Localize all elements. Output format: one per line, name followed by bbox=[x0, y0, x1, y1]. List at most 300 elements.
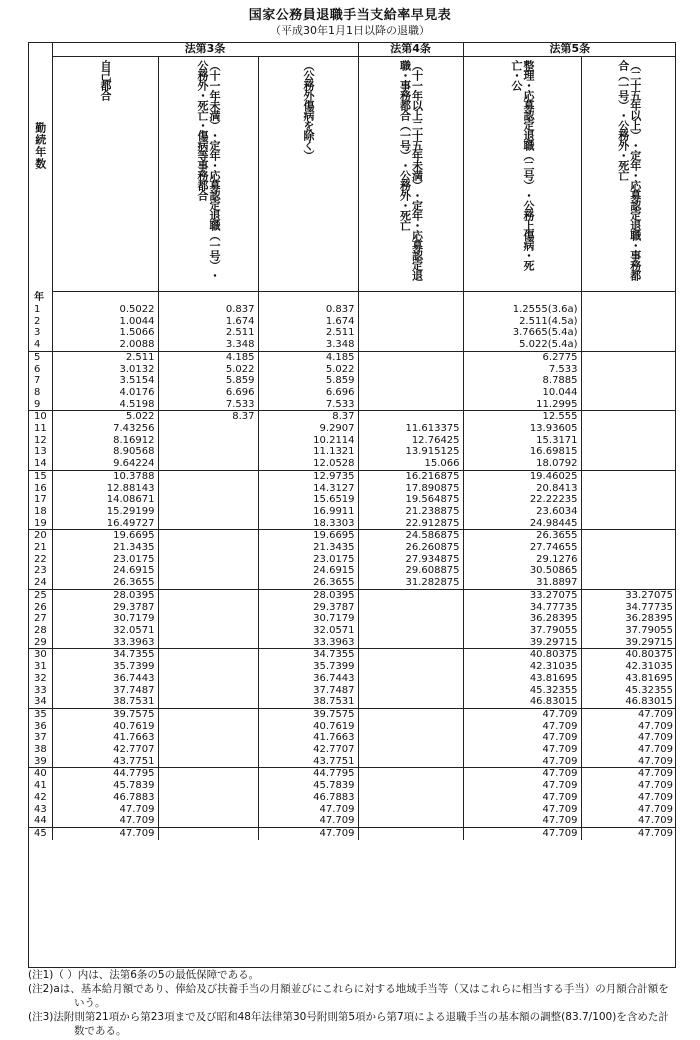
rate-cell: 47.709 bbox=[581, 708, 676, 720]
year-cell: 1 bbox=[34, 304, 41, 315]
year-cell: 40 bbox=[28, 768, 52, 780]
year-cell: 14 bbox=[34, 458, 47, 470]
rate-cell: 5.022(5.4a) bbox=[463, 339, 581, 351]
table-row bbox=[28, 780, 676, 792]
year-cell: 5 bbox=[28, 351, 52, 363]
rate-cell: 19.46025 bbox=[463, 470, 581, 482]
rate-cell: 9.64224 bbox=[52, 458, 158, 470]
table-row bbox=[28, 351, 676, 363]
rate-cell bbox=[358, 613, 463, 625]
rate-cell bbox=[358, 721, 463, 733]
table-row bbox=[28, 423, 676, 435]
rate-cell: 10.3788 bbox=[52, 470, 158, 482]
rate-cell: 40.7619 bbox=[52, 721, 158, 733]
rate-cell bbox=[158, 637, 258, 649]
rate-cell bbox=[158, 792, 258, 804]
rate-cell: 14.3127 bbox=[258, 483, 358, 495]
column-header-text: 自己都合 bbox=[99, 60, 112, 100]
rate-cell bbox=[158, 577, 258, 589]
rate-cell: 11.613375 bbox=[358, 423, 463, 435]
year-cell: 15 bbox=[28, 470, 52, 482]
table-row bbox=[28, 458, 676, 470]
rate-cell: 28.0395 bbox=[258, 589, 358, 601]
rate-cell bbox=[358, 364, 463, 376]
table-row bbox=[28, 364, 676, 376]
table-row bbox=[28, 589, 676, 601]
rate-cell: 23.0175 bbox=[258, 554, 358, 566]
rate-cell: 30.7179 bbox=[52, 613, 158, 625]
year-cell: 13 bbox=[34, 446, 47, 458]
rate-cell bbox=[158, 780, 258, 792]
rate-cell bbox=[358, 375, 463, 387]
rate-cell: 10.2114 bbox=[258, 435, 358, 447]
rate-cell: 16.49727 bbox=[52, 518, 158, 530]
year-cell: 38 bbox=[34, 744, 47, 756]
rate-cell: 31.8897 bbox=[463, 577, 581, 589]
rate-cell: 47.709 bbox=[581, 827, 676, 839]
rate-cell: 32.0571 bbox=[258, 625, 358, 637]
rate-cell bbox=[581, 339, 676, 351]
rate-cell: 26.260875 bbox=[358, 542, 463, 554]
year-unit-label: 年 bbox=[34, 291, 44, 303]
rate-cell: 6.696 bbox=[158, 387, 258, 399]
rate-cell bbox=[158, 708, 258, 720]
year-cell: 21 bbox=[34, 542, 47, 554]
table-row bbox=[28, 804, 676, 816]
rate-cell bbox=[581, 435, 676, 447]
year-cell: 8 bbox=[34, 386, 41, 398]
year-cell: 25 bbox=[28, 589, 52, 601]
year-cell: 45 bbox=[28, 827, 52, 839]
rate-cell: 16.69815 bbox=[463, 446, 581, 458]
rate-cell bbox=[358, 780, 463, 792]
table-row bbox=[28, 304, 676, 316]
table-row bbox=[28, 435, 676, 447]
year-cell: 12 bbox=[34, 434, 47, 446]
table-row bbox=[28, 721, 676, 733]
rate-cell: 42.31035 bbox=[463, 661, 581, 673]
year-cell: 10 bbox=[28, 411, 52, 423]
footnote-1: (注1)（ ）内は、法第6条の5の最低保障である。 bbox=[28, 969, 260, 981]
rate-cell bbox=[358, 387, 463, 399]
year-cell: 44 bbox=[34, 815, 47, 827]
rate-cell: 30.50865 bbox=[463, 565, 581, 577]
rate-cell bbox=[581, 364, 676, 376]
rate-cell bbox=[158, 518, 258, 530]
table-row bbox=[28, 602, 676, 614]
rate-cell: 8.7885 bbox=[463, 375, 581, 387]
rate-cell: 12.0528 bbox=[258, 458, 358, 470]
years-header bbox=[28, 42, 52, 292]
rate-cell: 41.7663 bbox=[258, 732, 358, 744]
year-cell: 17 bbox=[34, 494, 47, 506]
rate-cell bbox=[158, 470, 258, 482]
rate-cell: 5.022 bbox=[52, 411, 158, 423]
rate-cell: 47.709 bbox=[581, 768, 676, 780]
rate-cell bbox=[358, 685, 463, 697]
rate-cell: 45.32355 bbox=[581, 685, 676, 697]
rate-cell bbox=[358, 602, 463, 614]
rate-cell bbox=[158, 602, 258, 614]
rate-cell: 4.185 bbox=[258, 351, 358, 363]
rate-cell bbox=[358, 744, 463, 756]
rate-cell bbox=[581, 483, 676, 495]
rate-cell: 40.7619 bbox=[258, 721, 358, 733]
rate-cell: 39.29715 bbox=[463, 637, 581, 649]
column-header-art5-over25 bbox=[581, 57, 676, 292]
rate-cell: 5.022 bbox=[158, 364, 258, 376]
rate-cell bbox=[358, 792, 463, 804]
year-cell: 39 bbox=[34, 755, 47, 767]
rate-cell: 19.6695 bbox=[52, 530, 158, 542]
year-cell: 7 bbox=[34, 375, 41, 387]
rate-cell: 12.9735 bbox=[258, 470, 358, 482]
rate-cell bbox=[358, 339, 463, 351]
rate-cell: 4.185 bbox=[158, 351, 258, 363]
rate-cell bbox=[158, 423, 258, 435]
rate-cell: 42.7707 bbox=[258, 744, 358, 756]
rate-cell bbox=[158, 542, 258, 554]
rate-cell: 1.674 bbox=[158, 316, 258, 328]
rate-cell: 19.564875 bbox=[358, 494, 463, 506]
group-header-art4: 法第4条 bbox=[358, 42, 463, 57]
rate-cell: 47.709 bbox=[463, 804, 581, 816]
rate-cell bbox=[358, 768, 463, 780]
rate-cell: 30.7179 bbox=[258, 613, 358, 625]
column-header-art3-non-occupational bbox=[258, 57, 358, 292]
rate-cell bbox=[158, 732, 258, 744]
rate-cell bbox=[358, 327, 463, 339]
page-subtitle: （平成30年1月1日以降の退職） bbox=[270, 24, 430, 37]
year-cell: 32 bbox=[34, 672, 47, 684]
rate-cell: 7.533 bbox=[158, 399, 258, 411]
rate-cell: 40.80375 bbox=[581, 649, 676, 661]
table-row bbox=[28, 613, 676, 625]
table-row bbox=[28, 411, 676, 423]
years-label: 勤続年数 bbox=[33, 122, 47, 170]
rate-cell: 8.16912 bbox=[52, 435, 158, 447]
table-row bbox=[28, 732, 676, 744]
table-row bbox=[28, 565, 676, 577]
year-cell: 18 bbox=[34, 505, 47, 517]
rate-cell: 47.709 bbox=[463, 815, 581, 827]
rate-cell: 37.7487 bbox=[258, 685, 358, 697]
rate-cell: 7.533 bbox=[463, 364, 581, 376]
rate-cell bbox=[358, 637, 463, 649]
rate-cell bbox=[158, 804, 258, 816]
rate-cell: 6.2775 bbox=[463, 351, 581, 363]
rate-cell: 0.5022 bbox=[52, 304, 158, 316]
rate-cell: 29.3787 bbox=[52, 602, 158, 614]
year-cell: 19 bbox=[34, 517, 47, 529]
rate-cell: 42.31035 bbox=[581, 661, 676, 673]
rate-cell: 47.709 bbox=[463, 721, 581, 733]
table-row bbox=[28, 792, 676, 804]
rate-cell: 5.859 bbox=[158, 375, 258, 387]
table-row bbox=[28, 744, 676, 756]
rate-cell: 47.709 bbox=[581, 815, 676, 827]
rate-cell: 46.83015 bbox=[463, 696, 581, 708]
year-cell: 16 bbox=[34, 482, 47, 494]
rate-cell: 47.709 bbox=[581, 792, 676, 804]
rate-cell: 47.709 bbox=[52, 827, 158, 839]
rate-cell bbox=[358, 696, 463, 708]
rate-cell: 1.2555(3.6a) bbox=[463, 304, 581, 316]
table-row bbox=[28, 649, 676, 661]
rate-cell: 8.90568 bbox=[52, 446, 158, 458]
rate-cell bbox=[581, 423, 676, 435]
rate-cell: 47.709 bbox=[581, 744, 676, 756]
year-cell: 41 bbox=[34, 780, 47, 792]
rate-cell: 26.3655 bbox=[258, 577, 358, 589]
year-cell: 27 bbox=[34, 613, 47, 625]
rate-cell: 3.348 bbox=[158, 339, 258, 351]
rate-cell: 15.3171 bbox=[463, 435, 581, 447]
column-header-text: ︵十一年以上二十五年未満︶・定年・応募認定退職・事務都合︵一号︶・公務外・死亡 bbox=[398, 60, 424, 280]
rate-cell: 47.709 bbox=[463, 756, 581, 768]
rate-cell: 26.3655 bbox=[463, 530, 581, 542]
rate-cell: 17.890875 bbox=[358, 483, 463, 495]
rate-cell bbox=[158, 435, 258, 447]
rate-cell bbox=[358, 316, 463, 328]
rate-cell bbox=[158, 483, 258, 495]
year-cell: 26 bbox=[34, 601, 47, 613]
rate-cell bbox=[358, 649, 463, 661]
rate-cell bbox=[158, 649, 258, 661]
rate-cell: 4.0176 bbox=[52, 387, 158, 399]
table-row bbox=[28, 316, 676, 328]
rate-cell bbox=[158, 721, 258, 733]
rate-cell bbox=[581, 494, 676, 506]
rate-cell: 1.5066 bbox=[52, 327, 158, 339]
rate-cell bbox=[581, 327, 676, 339]
rate-cell: 2.511(4.5a) bbox=[463, 316, 581, 328]
rate-cell: 15.29199 bbox=[52, 506, 158, 518]
rate-cell bbox=[358, 827, 463, 839]
table-row bbox=[28, 577, 676, 589]
rate-cell: 47.709 bbox=[258, 804, 358, 816]
rate-cell: 39.7575 bbox=[52, 708, 158, 720]
year-cell: 20 bbox=[28, 530, 52, 542]
rate-cell: 2.511 bbox=[258, 327, 358, 339]
table-row bbox=[28, 708, 676, 720]
rate-cell: 24.6915 bbox=[52, 565, 158, 577]
year-cell: 9 bbox=[34, 398, 41, 410]
rate-cell: 18.0792 bbox=[463, 458, 581, 470]
year-cell: 29 bbox=[34, 636, 47, 648]
rate-cell: 2.0088 bbox=[52, 339, 158, 351]
rate-cell: 47.709 bbox=[258, 827, 358, 839]
rate-cell: 13.93605 bbox=[463, 423, 581, 435]
rate-cell bbox=[581, 518, 676, 530]
rate-cell: 8.37 bbox=[258, 411, 358, 423]
table-row bbox=[28, 518, 676, 530]
rate-cell: 22.912875 bbox=[358, 518, 463, 530]
column-header-text: ︵公務外傷病を除く︶ bbox=[302, 60, 316, 160]
rate-cell: 43.7751 bbox=[258, 756, 358, 768]
retirement-rate-table bbox=[28, 42, 676, 840]
year-cell: 34 bbox=[34, 696, 47, 708]
rate-cell bbox=[581, 577, 676, 589]
rate-cell: 47.709 bbox=[463, 732, 581, 744]
table-row bbox=[28, 661, 676, 673]
rate-cell: 5.859 bbox=[258, 375, 358, 387]
year-cell: 11 bbox=[34, 423, 47, 435]
rate-cell: 43.81695 bbox=[463, 673, 581, 685]
rate-cell: 47.709 bbox=[581, 804, 676, 816]
rate-cell: 36.7443 bbox=[52, 673, 158, 685]
rate-cell bbox=[158, 768, 258, 780]
rate-cell: 26.3655 bbox=[52, 577, 158, 589]
footnote-3: (注3)法附則第21項から第23項まで及び昭和48年法律第30号附則第5項から第7項による退職手当の基本額の調整(83.7/100)を含めた計数である。 bbox=[28, 1011, 669, 1037]
group-header-art5: 法第5条 bbox=[463, 42, 676, 57]
rate-cell bbox=[158, 589, 258, 601]
rate-cell: 43.7751 bbox=[52, 756, 158, 768]
rate-cell: 38.7531 bbox=[52, 696, 158, 708]
rate-cell: 23.6034 bbox=[463, 506, 581, 518]
year-cell: 24 bbox=[34, 577, 47, 589]
rate-cell bbox=[581, 316, 676, 328]
rate-cell: 47.709 bbox=[581, 756, 676, 768]
rate-cell: 3.7665(5.4a) bbox=[463, 327, 581, 339]
rate-cell: 44.7795 bbox=[258, 768, 358, 780]
rate-cell: 47.709 bbox=[258, 815, 358, 827]
year-cell: 42 bbox=[34, 791, 47, 803]
rate-cell: 21.3435 bbox=[52, 542, 158, 554]
rate-cell bbox=[158, 827, 258, 839]
rate-cell bbox=[581, 411, 676, 423]
rate-cell: 36.7443 bbox=[258, 673, 358, 685]
rate-cell: 47.709 bbox=[581, 732, 676, 744]
table-row bbox=[28, 685, 676, 697]
rate-cell: 24.6915 bbox=[258, 565, 358, 577]
rate-cell bbox=[581, 458, 676, 470]
rate-cell: 47.709 bbox=[581, 780, 676, 792]
year-cell: 37 bbox=[34, 732, 47, 744]
rate-cell: 11.1321 bbox=[258, 446, 358, 458]
rate-cell bbox=[158, 458, 258, 470]
rate-cell: 12.555 bbox=[463, 411, 581, 423]
rate-cell: 45.32355 bbox=[463, 685, 581, 697]
year-cell: 4 bbox=[34, 339, 41, 351]
rate-cell: 34.77735 bbox=[581, 602, 676, 614]
rate-cell bbox=[358, 351, 463, 363]
footnotes bbox=[28, 968, 678, 1038]
rate-cell bbox=[158, 613, 258, 625]
rate-cell: 2.511 bbox=[52, 351, 158, 363]
rate-cell bbox=[358, 399, 463, 411]
rate-cell: 31.282875 bbox=[358, 577, 463, 589]
rate-cell: 47.709 bbox=[463, 708, 581, 720]
rate-cell: 27.74655 bbox=[463, 542, 581, 554]
footnote-2: (注2)aは、基本給月額であり、俸給及び扶養手当の月額並びにこれらに対する地域手当等（又はこれらに相当する手当）の月額合計額をいう。 bbox=[28, 983, 669, 1009]
rate-cell: 34.77735 bbox=[463, 602, 581, 614]
rate-cell: 19.6695 bbox=[258, 530, 358, 542]
rate-cell: 34.7355 bbox=[258, 649, 358, 661]
rate-cell: 13.915125 bbox=[358, 446, 463, 458]
rate-cell bbox=[158, 530, 258, 542]
rate-cell bbox=[581, 554, 676, 566]
rate-cell: 11.2995 bbox=[463, 399, 581, 411]
rate-cell: 21.3435 bbox=[258, 542, 358, 554]
rate-cell: 0.837 bbox=[258, 304, 358, 316]
rate-cell: 35.7399 bbox=[52, 661, 158, 673]
table-row bbox=[28, 637, 676, 649]
rate-cell bbox=[158, 756, 258, 768]
rate-cell bbox=[581, 387, 676, 399]
rate-cell: 40.80375 bbox=[463, 649, 581, 661]
rate-cell: 24.586875 bbox=[358, 530, 463, 542]
table-row bbox=[28, 625, 676, 637]
rate-cell: 24.98445 bbox=[463, 518, 581, 530]
rate-cell: 3.0132 bbox=[52, 364, 158, 376]
rate-cell bbox=[581, 446, 676, 458]
table-row bbox=[28, 506, 676, 518]
rate-cell: 39.7575 bbox=[258, 708, 358, 720]
rate-cell: 9.2907 bbox=[258, 423, 358, 435]
rate-cell: 33.3963 bbox=[52, 637, 158, 649]
rate-cell bbox=[358, 804, 463, 816]
rate-cell: 21.238875 bbox=[358, 506, 463, 518]
year-cell: 33 bbox=[34, 684, 47, 696]
rate-cell: 23.0175 bbox=[52, 554, 158, 566]
column-header-text: ︵二十五年以上︶・定年・応募認定退職・事務都合︵一号︶・公務外・死亡 bbox=[616, 60, 642, 280]
rate-cell bbox=[358, 304, 463, 316]
rate-cell: 16.9911 bbox=[258, 506, 358, 518]
rate-cell: 37.79055 bbox=[463, 625, 581, 637]
table-row bbox=[28, 673, 676, 685]
table-row bbox=[28, 483, 676, 495]
rate-cell: 12.88143 bbox=[52, 483, 158, 495]
rate-cell: 14.08671 bbox=[52, 494, 158, 506]
rate-cell: 15.6519 bbox=[258, 494, 358, 506]
rate-cell bbox=[581, 565, 676, 577]
table-row bbox=[28, 494, 676, 506]
rate-cell bbox=[358, 589, 463, 601]
rate-cell: 8.37 bbox=[158, 411, 258, 423]
table-row bbox=[28, 446, 676, 458]
rate-cell: 1.674 bbox=[258, 316, 358, 328]
page-title: 国家公務員退職手当支給率早見表 bbox=[248, 8, 452, 23]
rate-cell: 47.709 bbox=[463, 780, 581, 792]
rate-cell: 16.216875 bbox=[358, 470, 463, 482]
rate-cell bbox=[158, 625, 258, 637]
rate-cell bbox=[581, 399, 676, 411]
group-header-art3: 法第3条 bbox=[52, 42, 358, 57]
year-cell: 6 bbox=[34, 363, 41, 375]
rate-cell bbox=[158, 565, 258, 577]
table-row bbox=[28, 696, 676, 708]
rate-cell: 2.511 bbox=[158, 327, 258, 339]
rate-cell bbox=[581, 304, 676, 316]
rate-cell: 29.608875 bbox=[358, 565, 463, 577]
column-header-art5-dismissal bbox=[463, 57, 581, 292]
table-row bbox=[28, 375, 676, 387]
year-cell: 30 bbox=[28, 649, 52, 661]
rate-cell bbox=[158, 661, 258, 673]
table-row bbox=[28, 554, 676, 566]
rate-cell: 46.7883 bbox=[258, 792, 358, 804]
column-header-art3-under11 bbox=[158, 57, 258, 292]
rate-cell: 35.7399 bbox=[258, 661, 358, 673]
rate-cell bbox=[581, 542, 676, 554]
rate-cell: 5.022 bbox=[258, 364, 358, 376]
rate-cell bbox=[158, 696, 258, 708]
year-cell: 28 bbox=[34, 624, 47, 636]
rate-cell: 7.533 bbox=[258, 399, 358, 411]
rate-cell: 1.0044 bbox=[52, 316, 158, 328]
rate-cell bbox=[358, 815, 463, 827]
